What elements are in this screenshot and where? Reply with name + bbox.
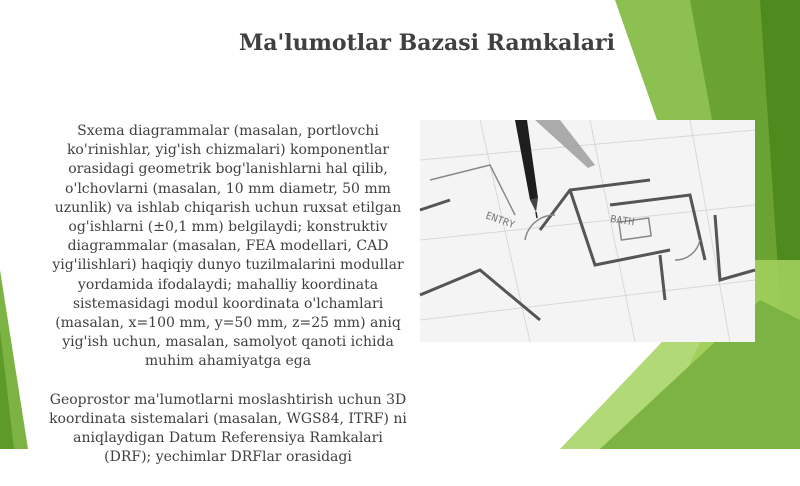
slide-body xyxy=(48,122,408,486)
body-paragraph-1: Sxema diagrammalar (masalan, portlovchi ko'rinishlar, yig'ish chizmalari) komponentlar orasidagi geometrik bog'lanishlarni hal qilib, o'lchovlarni (masalan, 10 mm diametr, 50 mm uzunlik) va ishlab chiqarish uchun ruxsat etilgan og'ishlarni (±0,1 mm) belgilaydi; konstruktiv diagrammalar (masalan, FEA modellari, CAD yig'ilishlari) haqiqiy dunyo tuzilmalarini modullar yordamida ifodalaydi; mahalliy koordinata sistemasidagi modul koordinata o'lchamlari (masalan, x=100 mm, y=50 mm, z=25 mm) aniq yig'ish uchun, masalan, samolyot qanoti ichida muhim ahamiyatga ega xyxy=(52,123,404,370)
blueprint-illustration xyxy=(420,120,755,342)
body-paragraph-2: Geoprostor ma'lumotlarni moslashtirish uchun 3D koordinata sistemalari (masalan, WGS84, ITRF) ni aniqlaydigan Datum Referensiya Ramkalari (DRF); yechimlar DRFlar orasidagi xyxy=(49,391,407,466)
blueprint-photo xyxy=(420,120,755,342)
label-entry: ENTRY xyxy=(483,210,517,232)
slide-title: Ma'lumotlar Bazasi Ramkalari xyxy=(238,30,615,56)
label-bath: BATH xyxy=(609,214,635,229)
